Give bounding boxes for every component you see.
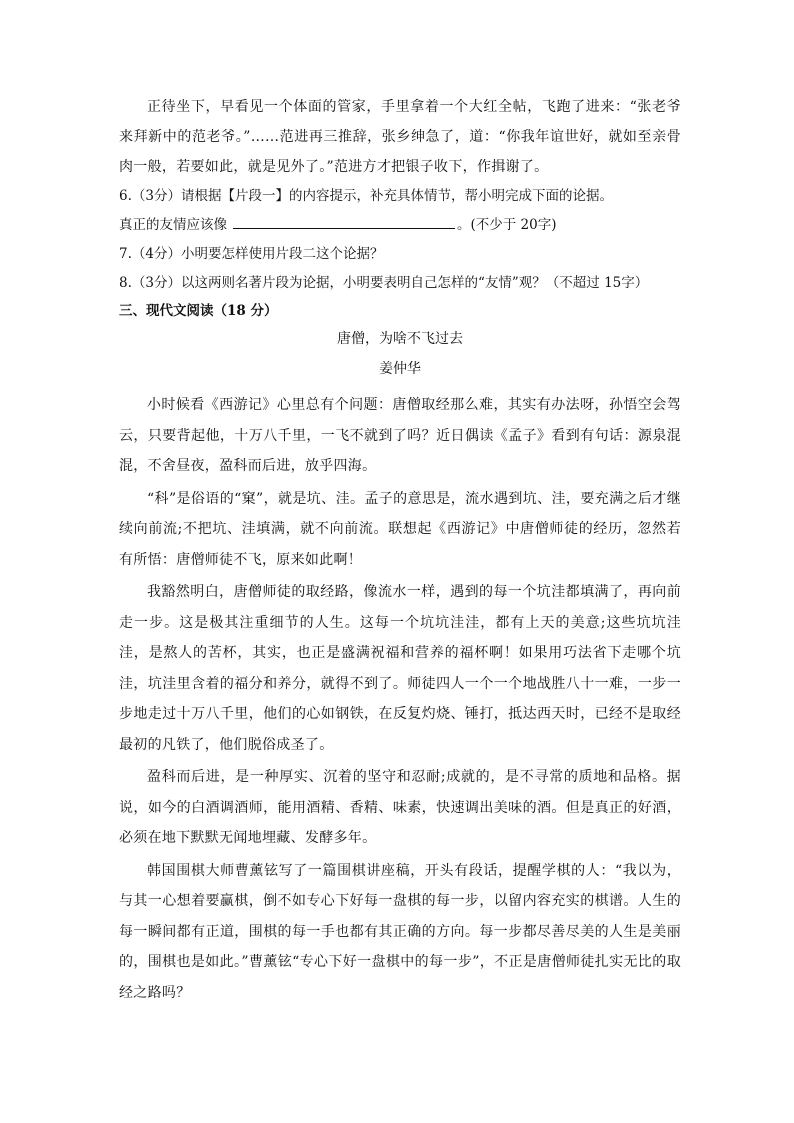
essay-author: 姜仲华 — [379, 361, 421, 377]
question-7: 7.（4分）小明要怎样使用片段二这个论据？ — [119, 246, 384, 262]
essay-paragraph: 我豁然明白，唐僧师徒的取经路，像流水一样，遇到的每一个坑洼都填满了，再向前走一步。这是极其注重细节的人生。这每一个坑坑洼洼，都有上天的美意;这些坑坑洼洼，是熬人的苦杯，其实，也正是盛满祝福和营养的福杯啊！如果用巧法省下走哪个坑洼，坑洼里含着的福分和养分，就得不到了。师徒四人一个一个地战胜八十一难，一步一步地走过十万八千里，他们的心如钢铁，在反复灼烧、锤打，抵达西天时，已经不是取经最初的凡铁了，他们脱俗成圣了。 — [119, 584, 681, 753]
essay-title: 唐僧，为啥不飞过去 — [337, 331, 463, 347]
passage-fragment: 正待坐下，早看见一个体面的管家，手里拿着一个大红全帖，飞跑了进来：“张老爷来拜新中的范老爷。”……范进再三推辞，张乡绅急了，道：“你我年谊世好，就如至亲骨肉一般，若要如此，就是见外了。”范进方才把银子收下，作揖谢了。 — [119, 99, 681, 175]
document-page — [119, 92, 681, 1008]
essay-paragraph: 韩国围棋大师曹薰铉写了一篇围棋讲座稿，开头有段话，提醒学棋的人：“我以为，与其一心想着要赢棋，倒不如专心下好每一盘棋的每一步，以留内容充实的棋谱。人生的每一瞬间都有正道，围棋的每一手也都有其正确的方向。每一步都尽善尽美的人生是美丽的，围棋也是如此。”曹薰铉“专心下好一盘棋中的每一步”，不正是唐僧师徒扎实无比的取经之路吗？ — [119, 862, 681, 1001]
section-heading: 三、现代文阅读（18 分） — [119, 303, 278, 319]
fill-suffix: 。(不少于 20字) — [457, 217, 557, 233]
essay-body — [119, 390, 681, 1008]
question-6-fill-line — [119, 211, 681, 240]
essay-paragraph: “科”是俗语的“窠”，就是坑、洼。孟子的意思是，流水遇到坑、洼，要充满之后才继续向前流;不把坑、洼填满，就不向前流。联想起《西游记》中唐僧师徒的经历，忽然若有所悟：唐僧师徒不飞，原来如此啊！ — [119, 490, 681, 568]
answer-blank — [233, 214, 455, 229]
essay-paragraph: 盈科而后进，是一种厚实、沉着的坚守和忍耐;成就的，是不寻常的质地和品格。据说，如今的白酒调酒师，能用酒精、香精、味素，快速调出美味的酒。但是真正的好酒，必须在地下默默无闻地埋藏、发酵多年。 — [119, 769, 681, 846]
question-8: 8.（3分）以这两则名著片段为论据，小明要表明自己怎样的“友情”观？（不超过 15字） — [119, 275, 649, 291]
fill-prefix: 真正的友情应该像 — [119, 217, 227, 233]
essay-paragraph: 小时候看《西游记》心里总有个问题：唐僧取经那么难，其实有办法呀，孙悟空会驾云，只要背起他，十万八千里，一飞不就到了吗？近日偶读《孟子》看到有句话：源泉混混，不舍昼夜，盈科而后进，放乎四海。 — [119, 397, 681, 474]
question-6: 6.（3分）请根据【片段一】的内容提示，补充具体情节，帮小明完成下面的论据。 — [119, 188, 613, 204]
